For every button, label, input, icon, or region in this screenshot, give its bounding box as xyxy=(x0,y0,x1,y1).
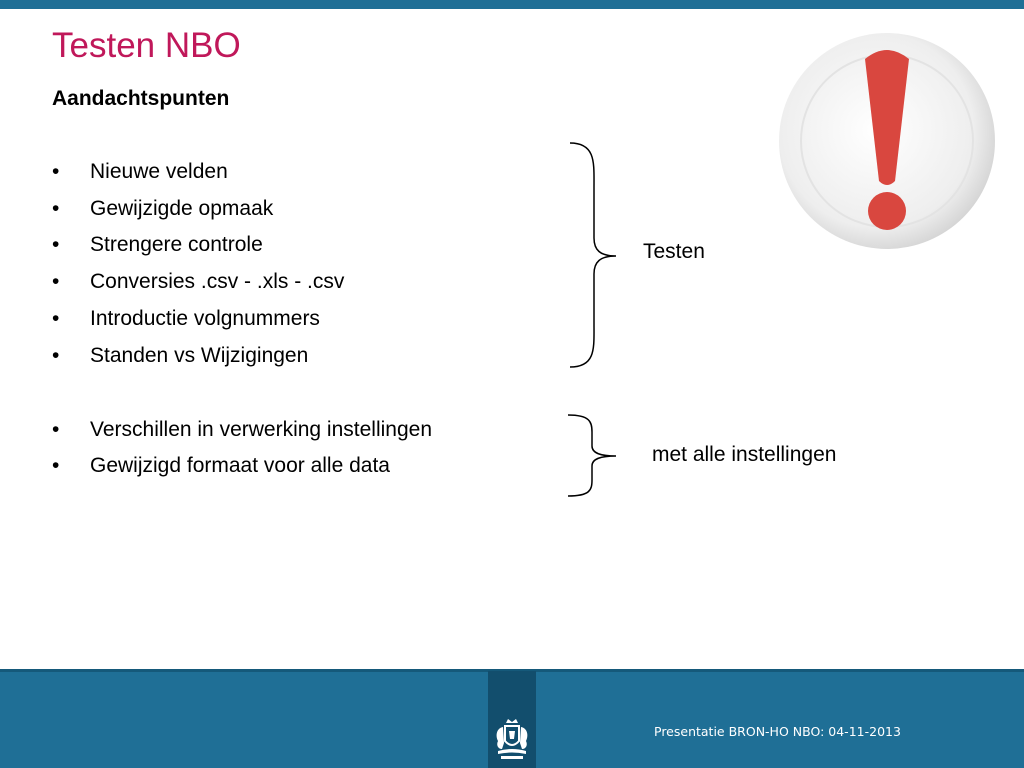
list-item xyxy=(52,267,572,297)
list-item xyxy=(52,451,572,481)
bullet-marker: • xyxy=(52,197,60,220)
footer-bar xyxy=(0,669,1024,768)
slide-subtitle: Aandachtspunten xyxy=(52,87,230,110)
bullet-marker: • xyxy=(52,454,60,477)
list-item-text: Verschillen in verwerking instellingen xyxy=(90,418,433,441)
top-accent-bar xyxy=(0,0,1024,9)
list-item-text: Conversies .csv - .xls - .csv xyxy=(90,270,345,293)
coat-of-arms-icon xyxy=(492,717,532,761)
list-item-text: Nieuwe velden xyxy=(90,160,228,183)
list-item-text: Introductie volgnummers xyxy=(90,307,320,330)
bullet-marker: • xyxy=(52,344,60,367)
exclamation-plate-icon xyxy=(777,31,997,251)
bullet-marker: • xyxy=(52,233,60,256)
list-item-text: Standen vs Wijzigingen xyxy=(90,344,309,367)
list-item-text: Strengere controle xyxy=(90,233,263,256)
emblem-block xyxy=(488,671,536,768)
right-brace-small xyxy=(562,410,622,500)
bullet-marker: • xyxy=(52,270,60,293)
slide-title: Testen NBO xyxy=(52,26,241,65)
list-item-text: Gewijzigd formaat voor alle data xyxy=(90,454,390,477)
list-item-text: Gewijzigde opmaak xyxy=(90,197,274,220)
list-item xyxy=(52,230,572,260)
brace-label-met-alle-instellingen: met alle instellingen xyxy=(652,443,837,466)
list-item xyxy=(52,415,572,445)
list-item xyxy=(52,157,572,187)
bullet-marker: • xyxy=(52,307,60,330)
list-item xyxy=(52,194,572,224)
list-item xyxy=(52,304,572,334)
bullet-marker: • xyxy=(52,418,60,441)
footer-caption: Presentatie BRON-HO NBO: 04-11-2013 xyxy=(654,724,901,739)
right-brace-large xyxy=(562,138,622,372)
bullet-marker: • xyxy=(52,160,60,183)
brace-label-testen: Testen xyxy=(643,240,705,263)
list-item xyxy=(52,341,572,371)
